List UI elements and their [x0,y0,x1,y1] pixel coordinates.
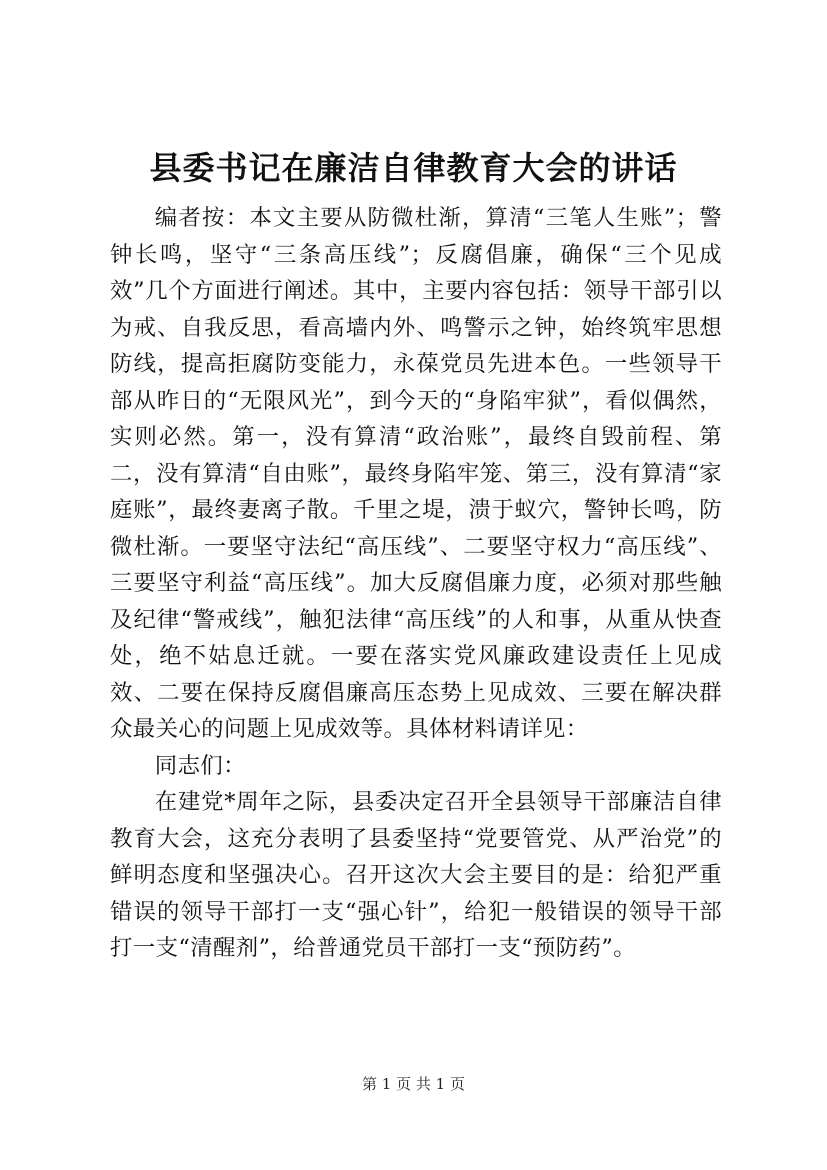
editor-note-paragraph: 编者按：本文主要从防微杜渐，算清“三笔人生账”；警钟长鸣，坚守“三条高压线”；反腐倡廉，确保“三个见成效”几个方面进行阐述。其中，主要内容包括：领导干部引以为戒、自我反思，看高墙内外、鸣警示之钟，始终筑牢思想防线，提高拒腐防变能力，永葆党员先进本色。一些领导干部从昨日的“无限风光”，到今天的“身陷牢狱”，看似偶然，实则必然。第一，没有算清“政治账”，最终自毁前程、第二，没有算清“自由账”，最终身陷牢笼、第三，没有算清“家庭账”，最终妻离子散。千里之堤，溃于蚁穴，警钟长鸣，防微杜渐。一要坚守法纪“高压线”、二要坚守权力“高压线”、三要坚守利益“高压线”。加大反腐倡廉力度，必须对那些触及纪律“警戒线”，触犯法律“高压线”的人和事，从重从快查处，绝不姑息迁就。一要在落实党风廉政建设责任上见成效、二要在保持反腐倡廉高压态势上见成效、三要在解决群众最关心的问题上见成效等。具体材料请详见： [110,205,722,742]
speech-paragraph: 在建党*周年之际，县委决定召开全县领导干部廉洁自律教育大会，这充分表明了县委坚持“党要管党、从严治党”的鲜明态度和坚强决心。召开这次大会主要目的是：给犯严重错误的领导干部打一支“强心针”，给犯一般错误的领导干部打一支“清醒剂”，给普通党员干部打一支“预防药”。 [110,789,722,961]
salutation-paragraph: 同志们： [154,752,246,779]
document-body [110,200,722,967]
page-number-footer: 第 1 页 共 1 页 [362,1075,465,1093]
document-title: 县委书记在廉洁自律教育大会的讲话 [149,149,678,187]
